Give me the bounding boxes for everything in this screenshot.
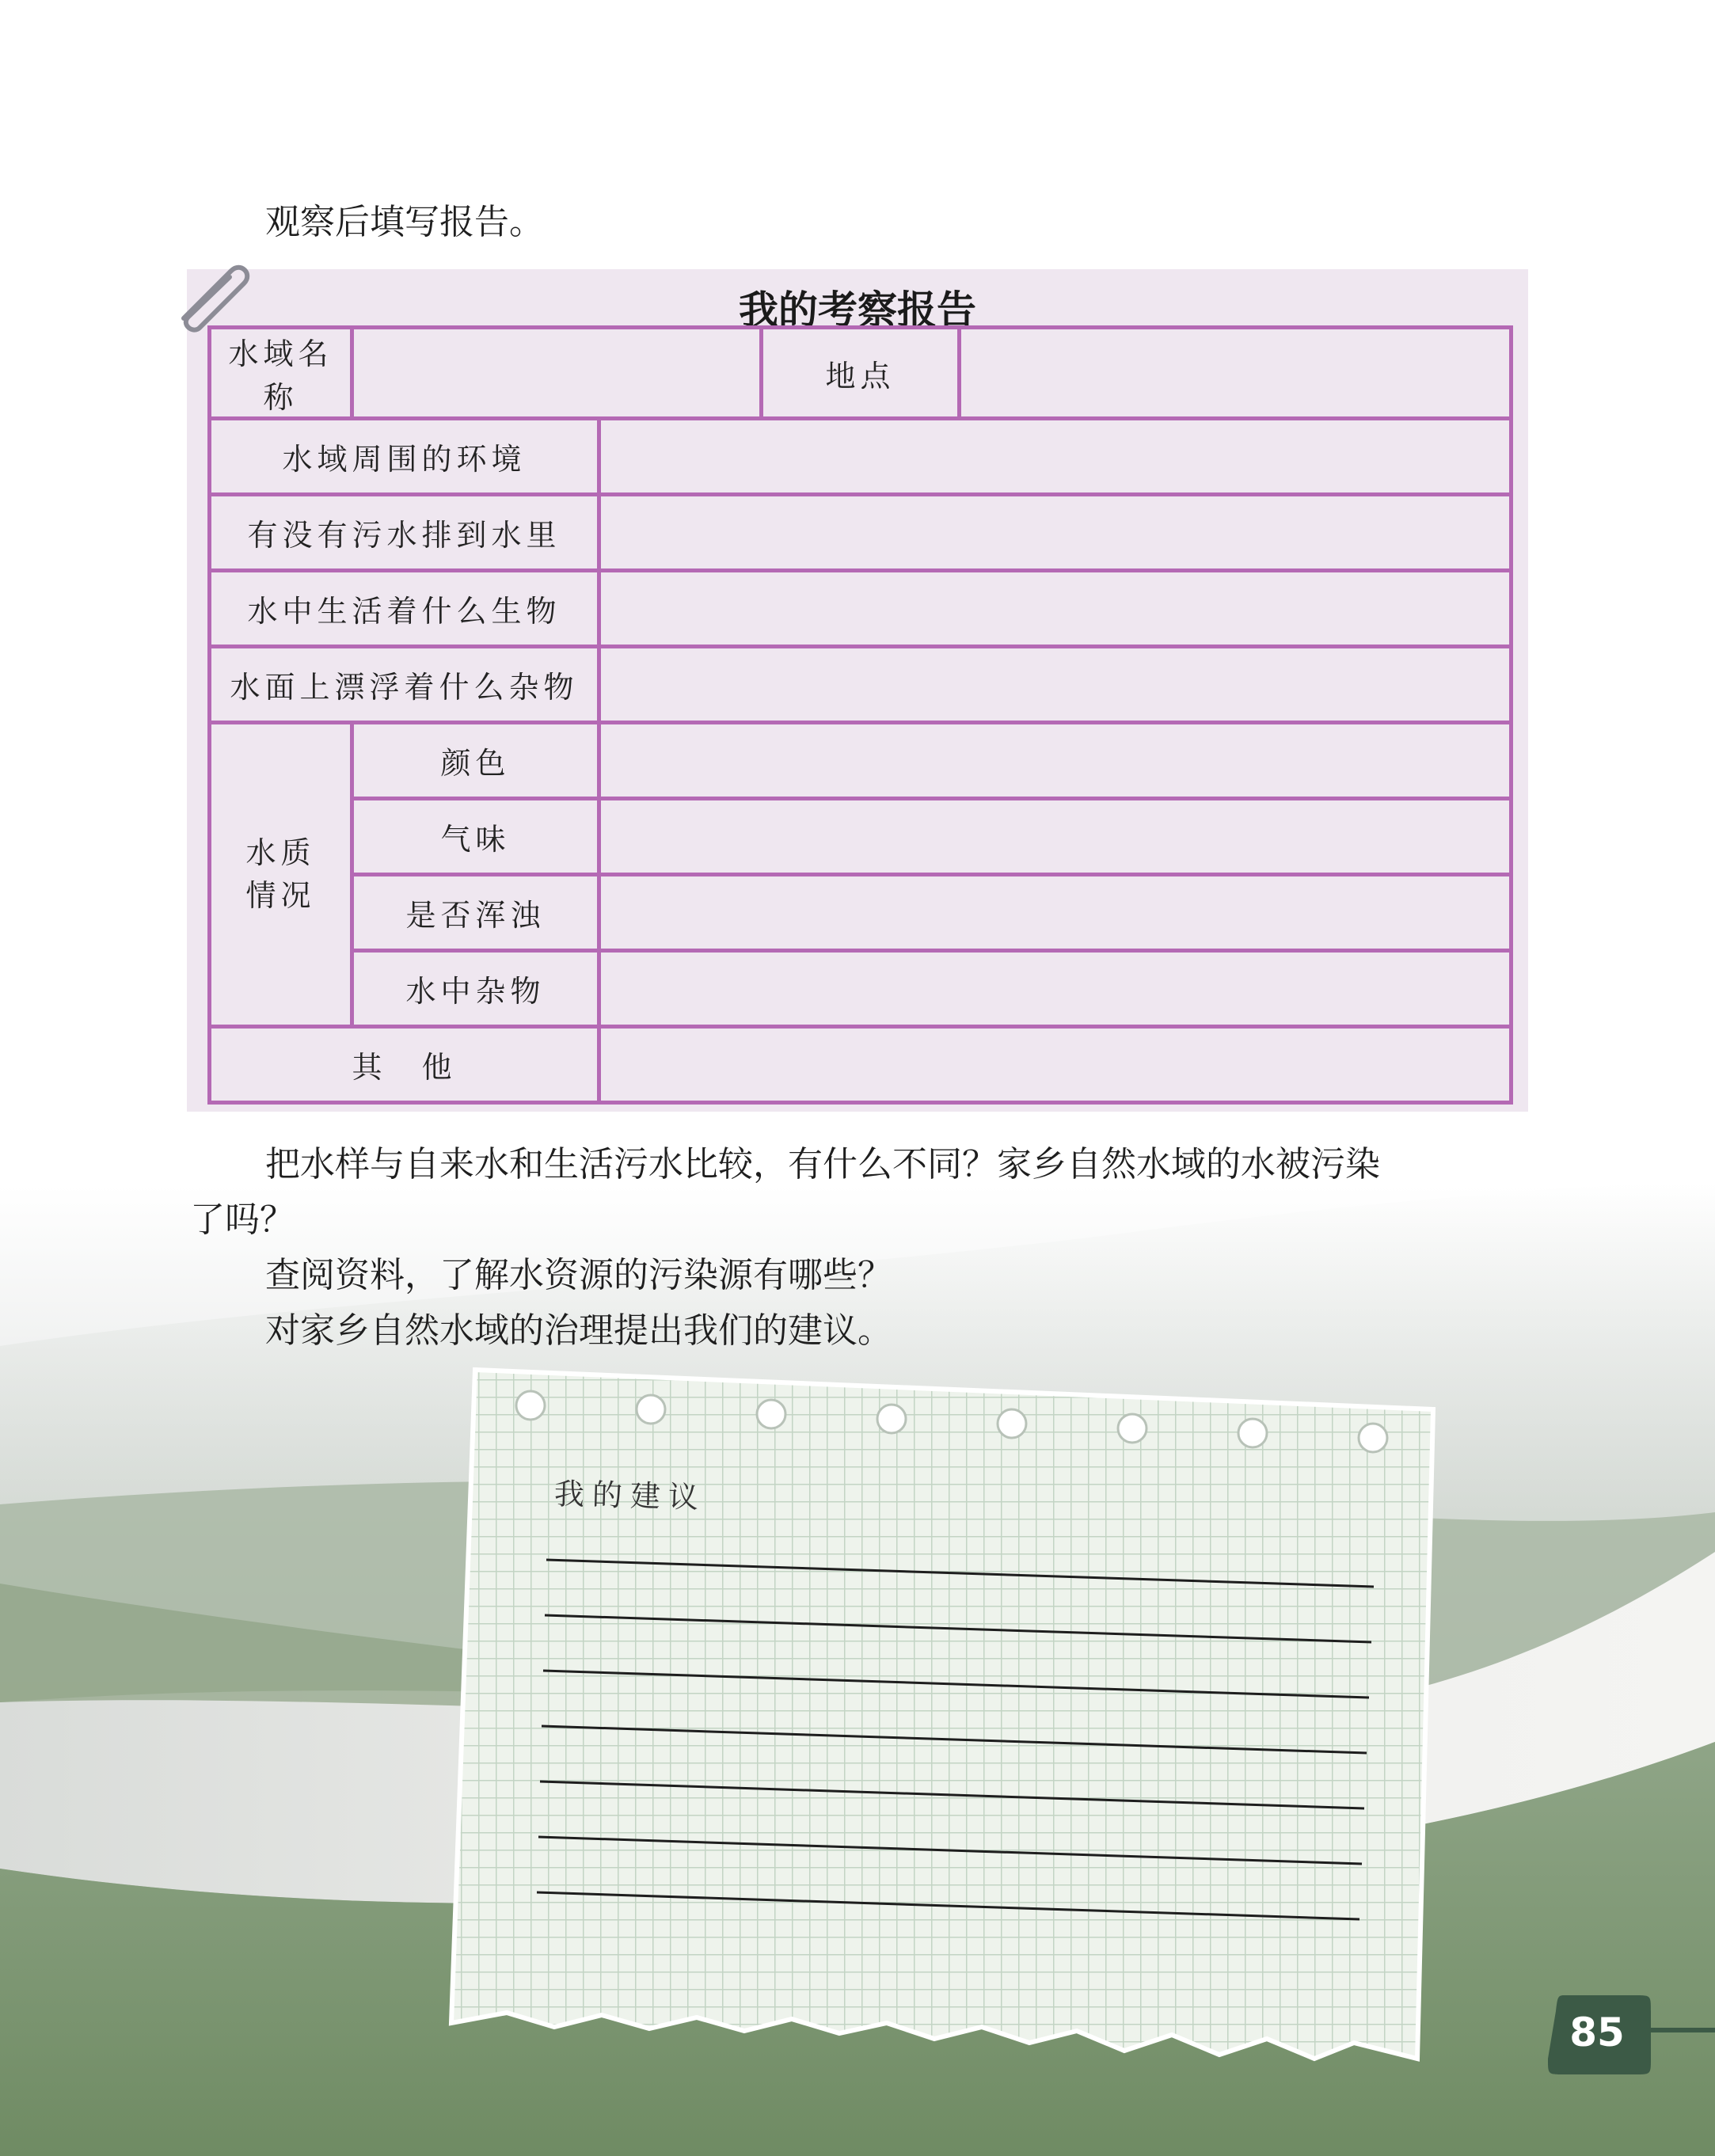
impurities-cell[interactable] xyxy=(599,951,1512,1027)
turbidity-label: 是否浑浊 xyxy=(352,875,599,951)
question-2: 查阅资料，了解水资源的污染源有哪些？ xyxy=(265,1255,892,1295)
intro-text: 观察后填写报告。 xyxy=(265,202,544,242)
smell-cell[interactable] xyxy=(599,799,1512,875)
floating-label: 水面上漂浮着什么杂物 xyxy=(210,647,599,723)
water-name-cell[interactable] xyxy=(352,328,762,419)
paperclip-icon xyxy=(168,253,255,333)
water-name-label: 水域名称 xyxy=(210,328,352,419)
water-quality-line1: 水质 xyxy=(245,835,316,871)
sewage-cell[interactable] xyxy=(599,495,1512,571)
page-number: 85 xyxy=(1569,2010,1625,2055)
water-quality-label xyxy=(210,723,352,1027)
question-3: 对家乡自然水域的治理提出我们的建议。 xyxy=(265,1310,892,1351)
impurities-label: 水中杂物 xyxy=(352,951,599,1027)
suggestion-title: 我的建议 xyxy=(553,1476,707,1515)
other-label: 其 他 xyxy=(210,1027,599,1103)
environment-cell[interactable] xyxy=(599,419,1512,495)
report-table xyxy=(207,325,1513,1105)
turbidity-cell[interactable] xyxy=(599,875,1512,951)
sewage-label: 有没有污水排到水里 xyxy=(210,495,599,571)
floating-cell[interactable] xyxy=(599,647,1512,723)
organisms-cell[interactable] xyxy=(599,571,1512,647)
report-title: 我的考察报告 xyxy=(739,287,976,333)
smell-label: 气味 xyxy=(352,799,599,875)
place-label: 地点 xyxy=(762,328,960,419)
organisms-label: 水中生活着什么生物 xyxy=(210,571,599,647)
other-cell[interactable] xyxy=(599,1027,1512,1103)
question-1-line-1: 把水样与自来水和生活污水比较，有什么不同？家乡自然水域的水被污染 xyxy=(265,1144,1380,1184)
color-cell[interactable] xyxy=(599,723,1512,799)
water-quality-line2: 情况 xyxy=(245,877,316,913)
environment-label: 水域周围的环境 xyxy=(210,419,599,495)
question-1-line-2: 了吗？ xyxy=(190,1200,295,1240)
color-label: 颜色 xyxy=(352,723,599,799)
place-cell[interactable] xyxy=(960,328,1512,419)
